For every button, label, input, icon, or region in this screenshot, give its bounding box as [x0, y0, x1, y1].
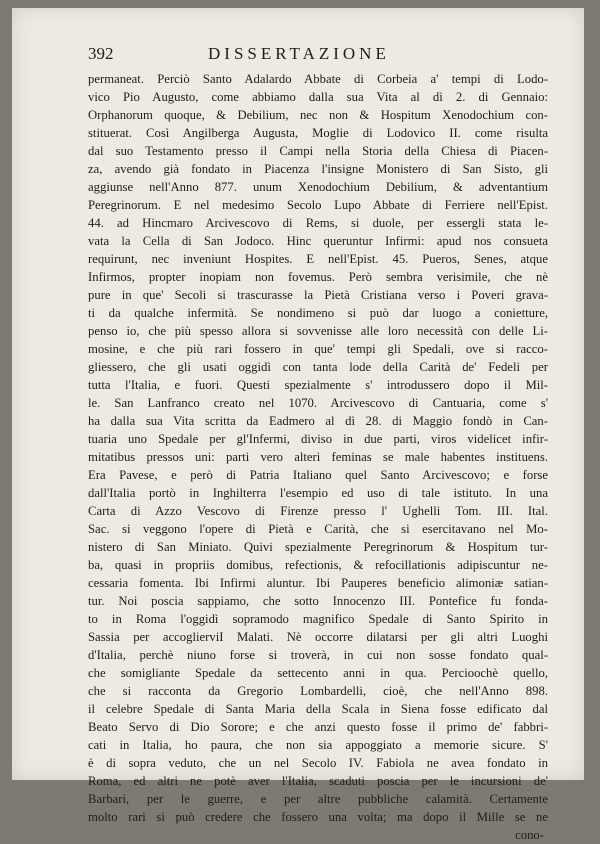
text-line: il celebre Spedale di Santa Maria della Scala in Siena fosse edificato dal — [88, 702, 548, 716]
text-line: mosine, e che più rari fossero in que' tempi gli Spedali, ove si racco- — [88, 342, 548, 356]
text-line: Barbari, per le guerre, e per altre pubbliche calamità. Certamente — [88, 792, 548, 806]
running-title: DISSERTAZIONE — [208, 44, 390, 63]
text-line: Sac. si veggono l'opere di Pietà e Carità, che si esercitavano nel Mo- — [88, 522, 548, 536]
text-line: che si racconta da Gregorio Lombardelli, cioè, che nell'Anno 898. — [88, 684, 548, 698]
text-line: aggiunse nell'Anno 877. unum Xenodochium Debilium, & adventantium — [88, 180, 548, 194]
text-line: è di sopra veduto, che un nel Secolo IV. Fabiola ne avea fondato in — [88, 756, 548, 770]
text-line: nistero di San Miniato. Quivi spezialmente Peregrinorum & Hospitum tur- — [88, 540, 548, 554]
text-line: le. San Lanfranco creato nel 1070. Arcivescovo di Cantuaria, come s' — [88, 396, 548, 410]
text-line: gliessero, che gli usati oggidì con tanta lode della Carità de' Fedeli per — [88, 360, 548, 374]
text-line: to in Roma l'oggidì sopramodo magnifico Spedale di Santo Spirito in — [88, 612, 548, 626]
text-line: ha dalla sua Vita scritta da Eadmero al dì 28. di Maggio fondò in Can- — [88, 414, 548, 428]
text-line: Roma, ed altri ne potè aver l'Italia, scaduti poscia per le incursioni de' — [88, 774, 548, 788]
page-number: 392 — [88, 44, 114, 63]
page-header — [88, 44, 548, 68]
text-line: cessaria fomenta. Ibi Infirmi aluntur. Ibi Pauperes beneficio alimoniæ satian- — [88, 576, 548, 590]
body-text — [88, 70, 548, 844]
text-line: permaneat. Perciò Santo Adalardo Abbate di Corbeia a' tempi di Lodo- — [88, 72, 548, 86]
text-line: Infirmos, propter inopiam non fovemus. Però sembra verisimile, che nè — [88, 270, 548, 284]
text-line: vico Pio Augusto, come abbiamo dalla sua Vita al dì 2. di Gennaio: — [88, 90, 548, 104]
text-line: ba, quasi in propriis domibus, refectionis, & refocillationis adipiscuntur ne- — [88, 558, 548, 572]
text-line: Sassia per accoglierviI Malati. Nè occorre dilatarsi per gli altri Luoghi — [88, 630, 548, 644]
text-line: 44. ad Hincmaro Arcivescovo di Rems, si duole, per essergli stata le- — [88, 216, 548, 230]
text-line: cati in Italia, ho paura, che non sia appoggiato a memorie sicure. S' — [88, 738, 548, 752]
text-line: requirunt, nec inveniunt Hospites. E nell'Epist. 45. Pueros, Senes, atque — [88, 252, 548, 266]
text-line: dall'Italia portò in Inghilterra l'esempio ed uso di tale istituto. In una — [88, 486, 548, 500]
text-line: tuaria uno Spedale per gl'Infermi, diviso in due parti, viros videlicet infir- — [88, 432, 548, 446]
text-line: dal suo Testamento presso il Campi nella Storia della Chiesa di Piacen- — [88, 144, 548, 158]
text-line: che somigliante Spedale da settecento anni in qua. Percioochè quello, — [88, 666, 548, 680]
text-line: stituerat. Così Angilberga Augusta, Moglie di Lodovico II. come risulta — [88, 126, 548, 140]
text-line: Carta di Azzo Vescovo di Firenze presso l' Ughelli Tom. III. Ital. — [88, 504, 548, 518]
text-line: mitatibus pressos uni: parti vero alteri feminas se male habentes instituens. — [88, 450, 548, 464]
text-line: Era Pavese, e però di Patria Italiano quel Santo Arcivescovo; e forse — [88, 468, 548, 482]
text-line: ti da qualche infermità. Se nondimeno si può dar luogo a conietture, — [88, 306, 548, 320]
text-line: Peregrinorum. E nel medesimo Secolo Lupo Abbate di Ferriere nell'Epist. — [88, 198, 548, 212]
text-line: pure in que' Secoli si trascurasse la Pietà Cristiana verso i Poveri grava- — [88, 288, 548, 302]
text-line: Orphanorum quoque, & Debilium, nec non & Hospitum Xenodochium con- — [88, 108, 548, 122]
text-line: penso io, che più spesso allora si sovvenisse alle loro necessità con delle Li- — [88, 324, 548, 338]
text-line: d'Italia, perchè niuno forse si troverà, in cui non sosse fondato qual- — [88, 648, 548, 662]
text-line: za, avendo già fondato in Piacenza l'insigne Monistero di San Sisto, gli — [88, 162, 548, 176]
catchword: cono- — [515, 828, 544, 842]
text-line: Beato Servo di Dio Sorore; e che anzi questo fosse il primo de' fabbri- — [88, 720, 548, 734]
text-line: tutta l'Italia, e fuori. Questi spezialmente s' introdussero dopo il Mil- — [88, 378, 548, 392]
text-line: vata la Cella di San Jodoco. Hinc queruntur Infirmi: apud nos consueta — [88, 234, 548, 248]
text-line: molto rari si può credere che fossero una volta; ma dopo il Mille se ne — [88, 810, 548, 824]
text-line: tur. Noi poscia sappiamo, che sotto Innocenzo III. Pontefice fu fonda- — [88, 594, 548, 608]
